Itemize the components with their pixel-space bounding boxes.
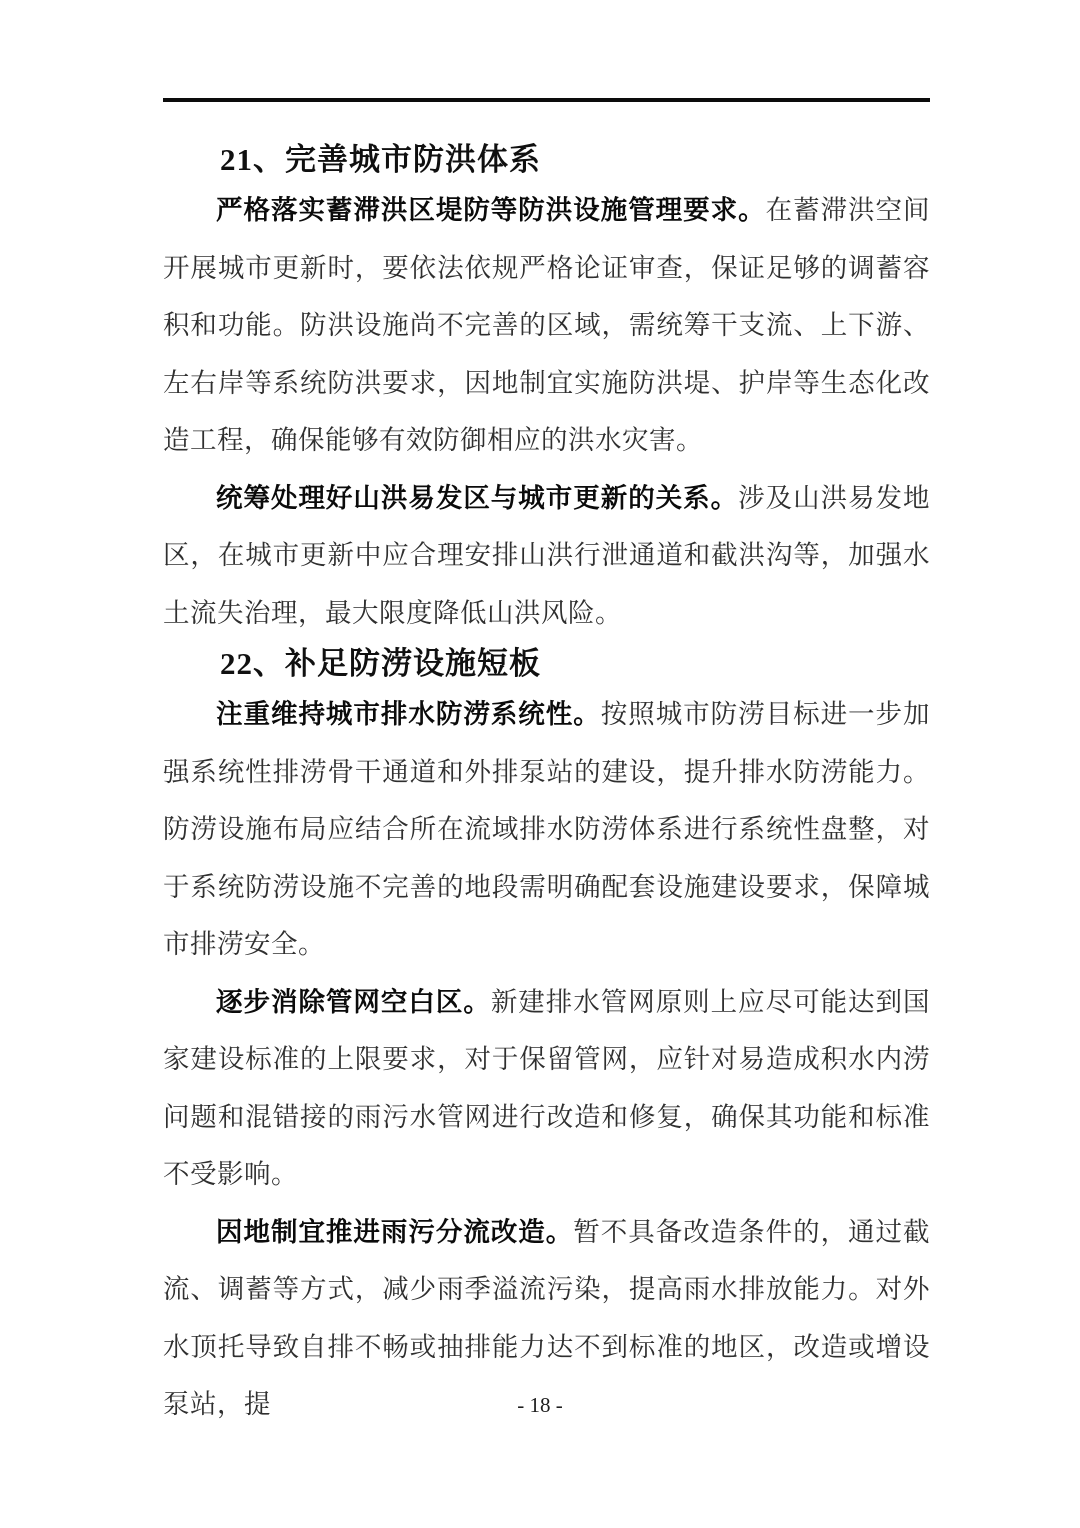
paragraph-text: 暂不具备改造条件的，通过截流、调蓄等方式，减少雨季溢流污染，提高雨水排放能力。对外水顶托导致自排不畅或抽排能力达不到标准的地区，改造或增设泵站，提	[163, 1216, 931, 1419]
paragraph-lead: 严格落实蓄滞洪区堤防等防洪设施管理要求。	[216, 195, 766, 225]
paragraph	[163, 470, 930, 643]
paragraph	[163, 182, 930, 470]
paragraph	[163, 974, 930, 1204]
section-heading-21: 21、完善城市防洪体系	[220, 142, 541, 177]
paragraph-text: 新建排水管网原则上应尽可能达到国家建设标准的上限要求，对于保留管网，应针对易造成积水内涝问题和混错接的雨污水管网进行改造和修复，确保其功能和标准不受影响。	[163, 986, 931, 1189]
paragraph	[163, 686, 930, 974]
paragraph-text: 按照城市防涝目标进一步加强系统性排涝骨干通道和外排泵站的建设，提升排水防涝能力。防涝设施布局应结合所在流域排水防涝体系进行系统性盘整，对于系统防涝设施不完善的地段需明确配套设施建设要求，保障城市排涝安全。	[163, 699, 931, 959]
paragraph-text: 在蓄滞洪空间开展城市更新时，要依法依规严格论证审查，保证足够的调蓄容积和功能。防洪设施尚不完善的区域，需统筹干支流、上下游、左右岸等系统防洪要求，因地制宜实施防洪堤、护岸等生态化改造工程，确保能够有效防御相应的洪水灾害。	[163, 195, 931, 455]
paragraph-lead: 注重维持城市排水防涝系统性。	[216, 699, 601, 729]
page-number: - 18 -	[517, 1393, 563, 1417]
paragraph-lead: 因地制宜推进雨污分流改造。	[216, 1216, 574, 1247]
document-content	[163, 0, 930, 1434]
section-heading-22: 22、补足防涝设施短板	[220, 646, 541, 681]
paragraph-lead: 逐步消除管网空白区。	[216, 986, 491, 1017]
paragraph-text: 涉及山洪易发地区，在城市更新中应合理安排山洪行泄通道和截洪沟等，加强水土流失治理，最大限度降低山洪风险。	[163, 482, 931, 628]
paragraph-lead: 统筹处理好山洪易发区与城市更新的关系。	[216, 482, 739, 513]
header-rule	[163, 98, 930, 102]
